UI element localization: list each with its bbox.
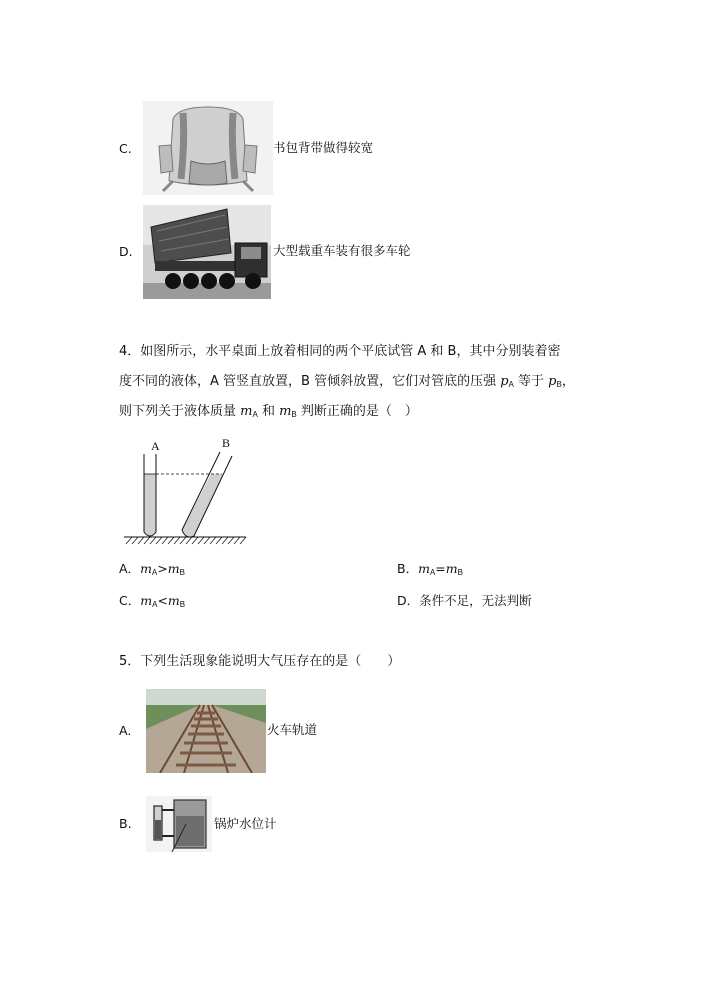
option-d-letter: D. bbox=[119, 244, 133, 259]
q4-option-a-letter: A． bbox=[119, 561, 141, 576]
test-tube-figure bbox=[120, 434, 250, 548]
q4-m-symbol: m bbox=[240, 404, 253, 419]
q4-sub-a: A bbox=[151, 568, 158, 577]
q4-option-a-rel: > bbox=[157, 561, 168, 576]
q4-sub-b: B bbox=[291, 410, 297, 419]
q4-sub-a: A bbox=[429, 568, 436, 577]
q4-line2-mid: 等于 bbox=[513, 374, 549, 389]
q4-sub-b: B bbox=[179, 600, 186, 609]
q4-option-d bbox=[397, 595, 532, 608]
q4-sub-b: B bbox=[556, 380, 562, 389]
q4-option-d-letter: D． bbox=[397, 593, 420, 608]
q4-line3-text: 则下列关于液体质量 bbox=[119, 404, 241, 419]
option-d-caption: 大型载重车装有很多车轮 bbox=[273, 243, 411, 258]
q4-option-b-letter: B． bbox=[397, 561, 419, 576]
q4-sub-a: A bbox=[252, 410, 258, 419]
q4-sub-b: B bbox=[457, 568, 463, 577]
q4-option-c bbox=[119, 595, 185, 609]
table-hatch bbox=[126, 537, 246, 544]
q4-sub-b: B bbox=[179, 568, 185, 577]
q4-m-symbol: m bbox=[140, 593, 153, 608]
q5-stem: 5．下列生活现象能说明大气压存在的是（ ） bbox=[119, 654, 401, 669]
q5-option-a-letter: A. bbox=[119, 723, 132, 738]
tube-b-label: B bbox=[222, 436, 231, 450]
q4-option-c-letter: C． bbox=[119, 593, 141, 608]
option-c-letter: C. bbox=[119, 141, 132, 156]
q4-line2-text: 度不同的液体，A 管竖直放置，B 管倾斜放置，它们对管底的压强 bbox=[119, 374, 501, 389]
dump-truck-photo-icon bbox=[143, 205, 271, 299]
q4-p-symbol: p bbox=[548, 374, 557, 389]
q4-line3-end: 判断正确的是（ ） bbox=[296, 404, 418, 419]
q4-stem-line3 bbox=[119, 405, 418, 419]
q4-option-d-text: 条件不足，无法判断 bbox=[419, 593, 532, 608]
option-c-caption: 书包背带做得较宽 bbox=[273, 140, 374, 155]
q4-line2-end: ， bbox=[561, 374, 575, 389]
q4-m-symbol: m bbox=[279, 404, 292, 419]
q4-m-symbol: m bbox=[445, 561, 458, 576]
q4-sub-a: A bbox=[152, 600, 158, 609]
q4-p-symbol: p bbox=[500, 374, 509, 389]
q5-option-b-letter: B. bbox=[119, 816, 132, 831]
q4-option-a bbox=[119, 563, 185, 577]
q4-m-symbol: m bbox=[167, 561, 180, 576]
railway-track-photo-icon bbox=[146, 689, 266, 773]
q5-option-a-caption: 火车轨道 bbox=[267, 722, 318, 737]
backpack-photo-icon bbox=[143, 101, 273, 195]
tube-b bbox=[182, 452, 232, 537]
q4-m-symbol: m bbox=[167, 593, 180, 608]
q4-m-symbol: m bbox=[418, 561, 430, 576]
tube-a-label: A bbox=[151, 439, 160, 453]
q4-option-b bbox=[397, 563, 463, 577]
q4-line3-mid: 和 bbox=[257, 404, 280, 419]
q4-stem-line1: 4．如图所示，水平桌面上放着相同的两个平底试管 A 和 B，其中分别装着密 bbox=[119, 344, 561, 359]
q4-m-symbol: m bbox=[140, 561, 152, 576]
boiler-gauge-photo-icon bbox=[146, 796, 212, 852]
q4-option-c-rel: < bbox=[157, 593, 168, 608]
q4-sub-a: A bbox=[508, 380, 514, 389]
tube-a bbox=[144, 454, 156, 536]
q5-option-b-caption: 锅炉水位计 bbox=[214, 816, 277, 831]
q4-stem-line2 bbox=[119, 375, 575, 389]
q4-option-b-rel: = bbox=[435, 561, 446, 576]
